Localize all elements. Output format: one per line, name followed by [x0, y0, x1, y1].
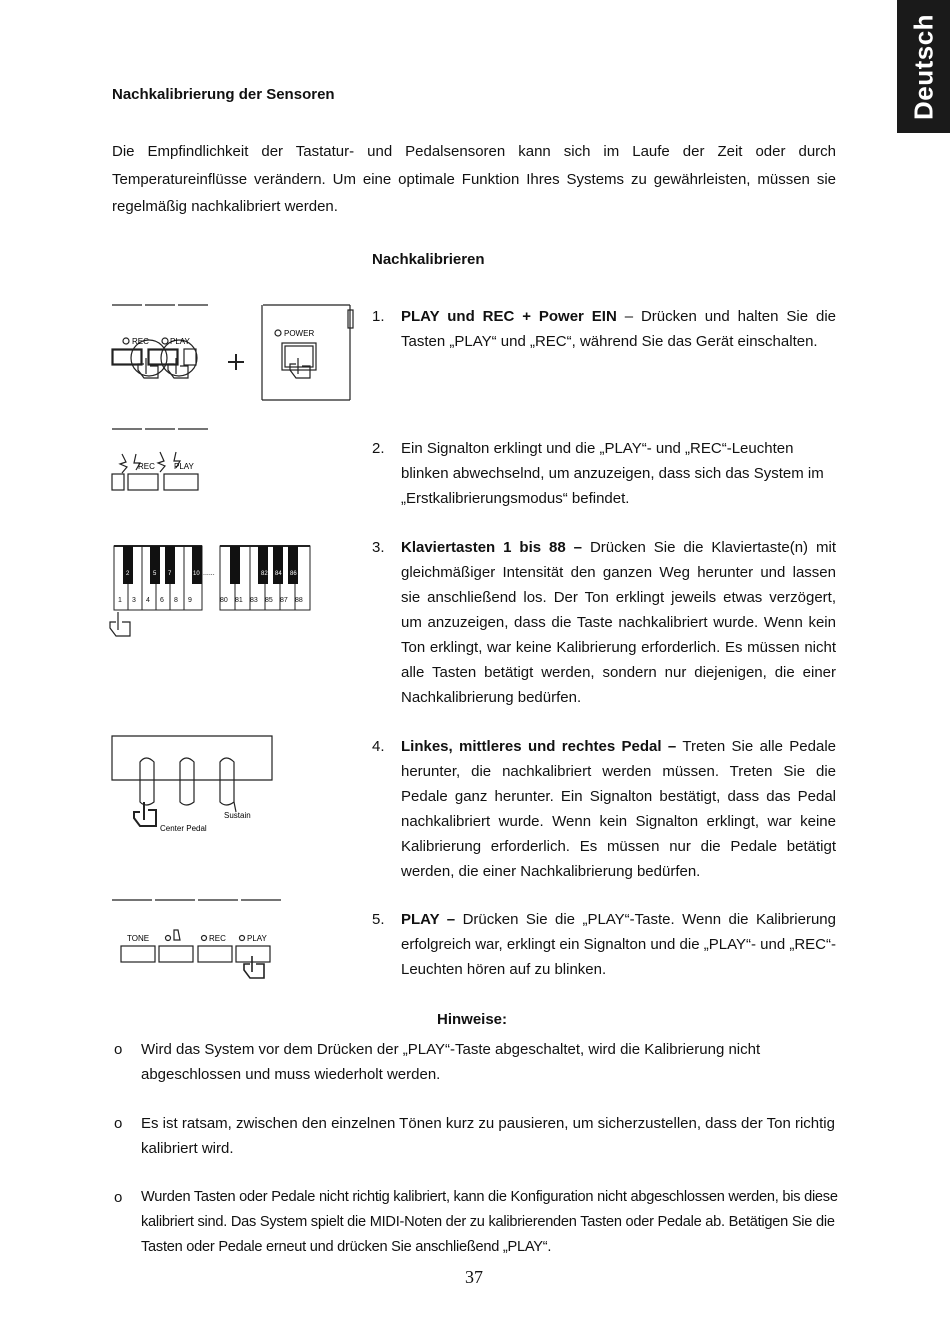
note-2 [114, 1111, 838, 1161]
note-1 [114, 1037, 838, 1087]
step-5 [372, 907, 836, 982]
intro-paragraph: Die Empfindlichkeit der Tastatur- und Pedalsensoren kann sich im Laufe der Zeit oder durch Temperatureinflüsse verändern. Um eine optimale Funktion Ihres Systems zu gewährleisten, müssen sie regelmäßig nachkalibriert werden. [112, 143, 836, 215]
step-3-text: Drücken Sie die Klaviertaste(n) mit gleichmäßiger Intensität den ganzen Weg herunter und lassen sie anschließend los. Der Ton erklingt jeweils etwas verzögert, um anzuzeigen, dass die Taste nachkalibriert wurde. Wenn kein Ton erklingt, war keine Kalibrierung erforderlich. Es müssen nicht alle Tasten betätigt werden, sondern nur diejenigen, die einer Nachkalibrierung bedürfen. [401, 539, 836, 706]
white-key-label-7: 80 [220, 597, 228, 604]
step-4-number: 4. [372, 738, 385, 755]
black-key-label-3: 7 [168, 571, 172, 577]
note-2-text: Es ist ratsam, zwischen den einzelnen Tönen kurz zu pausieren, um sicherzustellen, dass der Ton richtig kalibriert wird. [141, 1115, 835, 1157]
black-key-label-5: 82 [261, 571, 268, 577]
white-key-label-3: 4 [146, 597, 150, 604]
step-1-number: 1. [372, 308, 385, 325]
note-1-bullet: o [114, 1041, 123, 1058]
step-3 [372, 535, 836, 710]
black-key-label-2: 5 [153, 571, 157, 577]
note-2-bullet: o [114, 1115, 123, 1132]
step-1 [372, 304, 836, 354]
center-pedal-label: Center Pedal [160, 824, 207, 833]
white-key-label-9: 83 [250, 597, 258, 604]
language-tab-label: Deutsch [908, 13, 938, 120]
white-key-label-12: 88 [295, 597, 303, 604]
white-key-label-6: 9 [188, 597, 192, 604]
subheading: Nachkalibrieren [372, 251, 485, 268]
white-key-label-10: 85 [265, 597, 273, 604]
page-number: 37 [465, 1267, 483, 1287]
step-3-bold: Klaviertasten 1 bis 88 – [401, 539, 583, 556]
step-4-text: Treten Sie alle Pedale herunter, die nachkalibriert werden müssen. Treten Sie die Pedale ganz herunter. Ein Signalton bestätigt, dass das Pedal nachkalibriert wurde. Wenn kein Signalton erklingt, war keine Kalibrierung erforderlich. Es müssen nur die Pedale betätigt werden, die einer Nachkalibrierung bedürfen. [401, 738, 836, 880]
step-3-number: 3. [372, 539, 385, 556]
fig2-rec-label: REC [138, 462, 155, 471]
step-4 [372, 734, 836, 884]
step-5-number: 5. [372, 911, 385, 928]
sustain-label: Sustain [224, 811, 251, 820]
white-key-label-5: 8 [174, 597, 178, 604]
figure-pedals [108, 732, 278, 848]
black-key-label-1: 2 [126, 571, 130, 577]
white-key-label-2: 3 [132, 597, 136, 604]
fig5-rec-label: REC [209, 934, 226, 943]
fig5-tone-label: TONE [127, 934, 150, 943]
figure-play-rec-power [108, 296, 358, 408]
black-key-label-7: 86 [290, 571, 297, 577]
step-1-text: – Drücken und halten Sie die Tasten „PLAY“ und „REC“, während Sie das Gerät einschalten. [401, 308, 836, 350]
fig2-play-label: PLAY [174, 462, 194, 471]
step-2-number: 2. [372, 440, 385, 457]
notes-title: Hinweise: [437, 1011, 508, 1028]
language-tab [897, 0, 950, 133]
white-key-label-8: 81 [235, 597, 243, 604]
note-1-text: Wird das System vor dem Drücken der „PLAY“-Taste abgeschaltet, wird die Kalibrierung nicht abgeschlossen und muss wiederholt werden. [141, 1041, 761, 1083]
keys-ellipsis: ...... [203, 570, 215, 577]
black-key-label-6: 84 [275, 571, 282, 577]
step-2 [372, 436, 836, 511]
white-key-label-1: 1 [118, 597, 122, 604]
step-4-bold: Linkes, mittleres und rechtes Pedal – [401, 738, 677, 755]
section-heading: Nachkalibrierung der Sensoren [112, 86, 335, 103]
note-3 [114, 1185, 838, 1260]
white-key-label-4: 6 [160, 597, 164, 604]
note-3-text: Wurden Tasten oder Pedale nicht richtig kalibriert, kann die Konfiguration nicht abgeschlossen werden, bis diese kalibriert sind. Das System spielt die MIDI-Noten der zu kalibrierenden Tasten oder Pedale ab. Betätigen Sie die Tasten oder Pedale erneut und drücken Sie anschließend „PLAY“. [141, 1189, 838, 1255]
step-1-bold: PLAY und REC + Power EIN [401, 308, 617, 325]
figure-blinking-lights [108, 424, 218, 496]
figure-play-button [108, 894, 288, 994]
step-5-bold: PLAY – [401, 911, 456, 928]
white-key-label-11: 87 [280, 597, 288, 604]
note-3-bullet: o [114, 1189, 123, 1206]
fig1-play-label: PLAY [170, 337, 190, 346]
figure-piano-keys [108, 542, 318, 646]
fig1-power-label: POWER [284, 329, 315, 338]
black-key-label-4: 10 [193, 571, 200, 577]
fig5-play-label: PLAY [247, 934, 267, 943]
fig1-rec-label: REC [132, 337, 149, 346]
step-5-text: Drücken Sie die „PLAY“-Taste. Wenn die Kalibrierung erfolgreich war, erklingt ein Signalton und die „PLAY“- und „REC“-Leuchten hören auf zu blinken. [401, 911, 836, 978]
step-2-text: Ein Signalton erklingt und die „PLAY“- und „REC“-Leuchten blinken abwechselnd, um anzuzeigen, dass sich das System im „Erstkalibrierungsmodus“ befindet. [401, 440, 824, 507]
